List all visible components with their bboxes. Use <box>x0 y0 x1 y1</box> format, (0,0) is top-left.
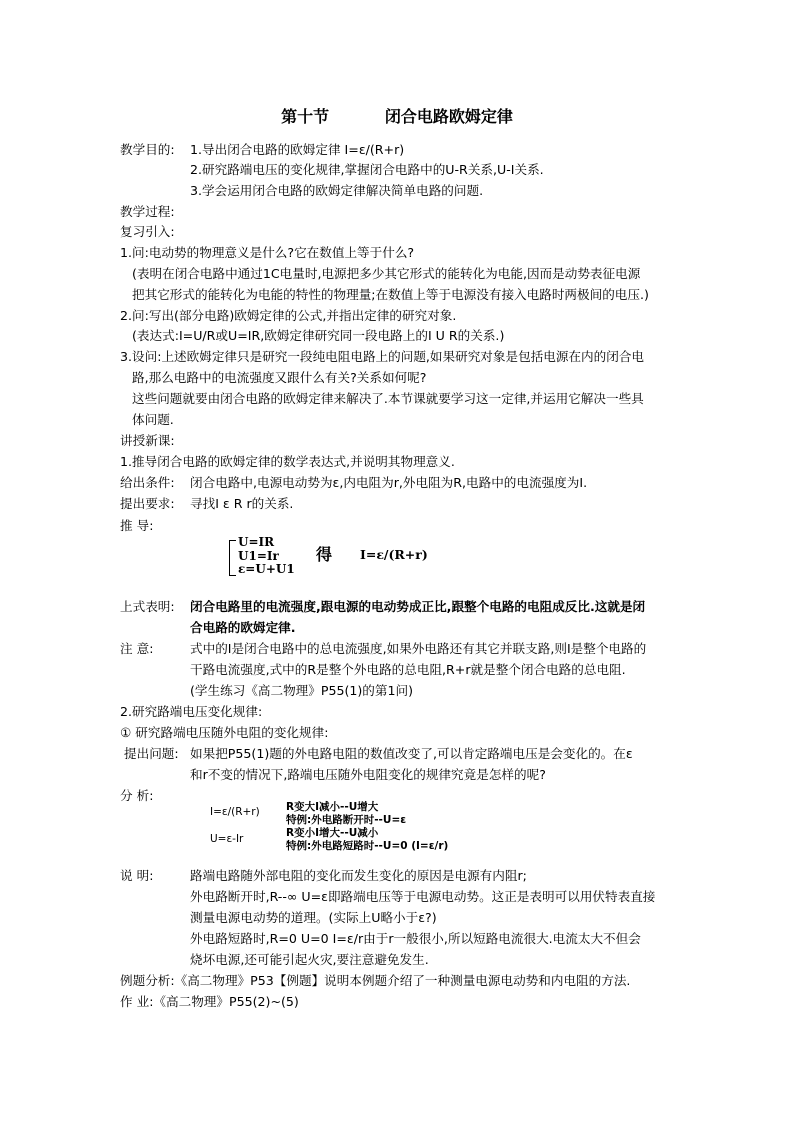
equation-line: ε=U+U1 <box>238 562 295 576</box>
law-statement-line-2: 合电路的欧姆定律. <box>190 620 296 635</box>
equation-line: U1=Ir <box>238 549 279 563</box>
practice-note: (学生练习《高二物理》P55(1)的第1问) <box>190 683 414 698</box>
equation-brace <box>229 540 236 576</box>
explain-line-5: 烧坏电源,还可能引起火灾,要注意避免发生. <box>190 952 429 967</box>
page-title: 第十节 闭合电路欧姆定律 <box>281 107 513 126</box>
result-equation: I=ε/(R+r) <box>360 547 428 562</box>
explain-line-1: 路端电路随外部电阻的变化而发生变化的原因是电源有内阻r; <box>190 868 527 883</box>
example-line: 例题分析:《高二物理》P53【例题】说明本例题介绍了一种测量电源电动势和内电阻的方法. <box>120 973 631 988</box>
note-line-1: 式中的I是闭合电路中的总电流强度,如果外电路还有其它并联支路,则I是整个电路的 <box>190 641 647 656</box>
question-2: 2.问:写出(部分电路)欧姆定律的公式,并指出定律的研究对象. <box>120 308 457 323</box>
explain-label: 说 明: <box>120 868 154 883</box>
shows-label: 上式表明: <box>120 599 175 614</box>
analysis-line: R变小I增大--U减小 <box>286 827 379 839</box>
analysis-line: 特例:外电路断开时--U=ε <box>286 814 407 826</box>
section-2-sub: ① 研究路端电压随外电阻的变化规律: <box>120 725 329 740</box>
law-statement-line-1: 闭合电路里的电流强度,跟电源的电动势成正比,跟整个电路的电阻成反比.这就是闭 <box>190 599 646 614</box>
question-3-line-1: 3.设问:上述欧姆定律只是研究一段纯电阻电路上的问题,如果研究对象是包括电源在内的闭合电 <box>120 349 645 364</box>
homework-line: 作 业:《高二物理》P55(2)~(5) <box>120 994 299 1009</box>
formula-current: I=ε/(R+r) <box>210 806 260 818</box>
ask-line-2: 和r不变的情况下,路端电压随外电阻变化的规律究竟是怎样的呢? <box>190 767 546 782</box>
given-text: 闭合电路中,电源电动势为ε,内电阻为r,外电阻为R,电路中的电流强度为I. <box>190 475 588 490</box>
analysis-line: R变大I减小--U增大 <box>286 801 379 813</box>
objective-item: 3.学会运用闭合电路的欧姆定律解决简单电路的问题. <box>190 183 484 198</box>
explain-line-4: 外电路短路时,R=0 U=0 I=ε/r由于r一般很小,所以短路电流很大.电流太大不但会 <box>190 931 641 946</box>
answer-1-line-1: (表明在闭合电路中通过1C电量时,电源把多少其它形式的能转化为电能,因而是动势表征电源 <box>132 266 641 281</box>
answer-2: (表达式:I=U/R或U=IR,欧姆定律研究同一段电路上的I U R的关系.) <box>132 328 505 343</box>
derive-label: 推 导: <box>120 518 154 533</box>
explain-line-3: 测量电源电动势的道理。(实际上U略小于ε?) <box>190 910 437 925</box>
section-2-title: 2.研究路端电压变化规律: <box>120 704 263 719</box>
given-label: 给出条件: <box>120 475 175 490</box>
objective-item: 1.导出闭合电路的欧姆定律 I=ε/(R+r) <box>190 142 405 157</box>
ask-line-1: 如果把P55(1)题的外电路电阻的数值改变了,可以肯定路端电压是会变化的。在ε <box>190 746 633 761</box>
formula-voltage: U=ε-Ir <box>210 833 244 845</box>
new-lesson-label: 讲授新课: <box>120 433 175 448</box>
question-3-line-4: 体问题. <box>132 412 174 427</box>
analyze-label: 分 析: <box>120 788 154 803</box>
question-1: 1.问:电动势的物理意义是什么?它在数值上等于什么? <box>120 245 415 260</box>
question-3-line-2: 路,那么电路中的电流强度又跟什么有关?关系如何呢? <box>132 370 427 385</box>
objective-item: 2.研究路端电压的变化规律,掌握闭合电路中的U-R关系,U-I关系. <box>190 162 544 177</box>
ask-label: 提出问题: <box>124 746 179 761</box>
note-label: 注 意: <box>120 641 154 656</box>
equation-line: U=IR <box>238 535 275 549</box>
review-label: 复习引入: <box>120 224 175 239</box>
analysis-line: 特例:外电路短路时--U=0 (I=ε/r) <box>286 840 449 852</box>
explain-line-2: 外电路断开时,R--∞ U=ε即路端电压等于电源电动势。这正是表明可以用伏特表直接 <box>190 889 656 904</box>
answer-1-line-2: 把其它形式的能转化为电能的特性的物理量;在数值上等于电源没有接入电路时两极间的电压.) <box>132 287 649 302</box>
requirement-text: 寻找I ε R r的关系. <box>190 496 294 511</box>
process-label: 教学过程: <box>120 204 175 219</box>
note-line-2: 干路电流强度,式中的R是整个外电路的总电阻,R+r就是整个闭合电路的总电阻. <box>190 662 626 677</box>
therefore-symbol: 得 <box>316 545 333 564</box>
objectives-label: 教学目的: <box>120 142 175 157</box>
question-3-line-3: 这些问题就要由闭合电路的欧姆定律来解决了.本节课就要学习这一定律,并运用它解决一些具 <box>132 391 644 406</box>
requirement-label: 提出要求: <box>120 496 175 511</box>
section-1-title: 1.推导闭合电路的欧姆定律的数学表达式,并说明其物理意义. <box>120 454 455 469</box>
